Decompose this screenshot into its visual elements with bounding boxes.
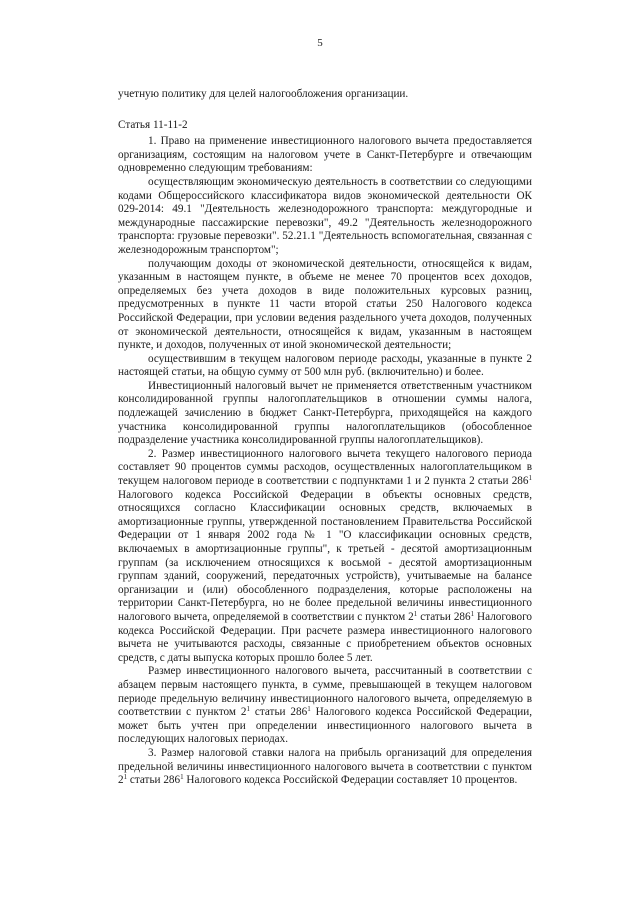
page-number: 5 [317, 37, 323, 49]
paragraph-1: 1. Право на применение инвестиционного налогового вычета предоставляется организациям, состоящим на налоговом учете в Санкт-Петербурге и отвечающим одновременно следующим требованиям: [118, 135, 532, 175]
paragraph-2: осуществляющим экономическую деятельность в соответствии со следующими кодами Общероссийского классификатора видов экономической деятельности ОК 029-2014: 49.1 "Деятельность железнодорожного транспорта: междугородные и международные пассажирские перевозки", 49.2 "Деятельность железнодорожного транспорта: грузовые перевозки". 52.21.1 "Деятельность вспомогательная, связанная с железнодорожным транспортом"; [118, 175, 532, 256]
paragraph-4: осуществившим в текущем налоговом периоде расходы, указанные в пункте 2 настоящей статьи, на общую сумму от 500 млн руб. (включительно) и более. [118, 352, 532, 379]
paragraph-6: 2. Размер инвестиционного налогового вычета текущего налогового периода составляет 90 процентов суммы расходов, осуществленных налогоплательщиком в текущем налоговом периоде в соответствии с подпунктами 1 и 2 пункта 2 статьи $286^1$ Налогового кодекса Российской Федерации в объекты основных средств, относящихся согласно Классификации основных средств, включаемых в амортизационные группы, утвержденной постановлением Правительства Российской Федерации от 1 января 2002 года № 1 "О классификации основных средств, включаемых в амортизационные группы", к третьей - десятой амортизационным группам (за исключением относящихся к восьмой - десятой амортизационным группам зданий, сооружений, передаточных устройств), учитываемые на балансе организации и (или) обособленного подразделения, которые расположены на территории Санкт-Петербурга, но не более предельной величины инвестиционного налогового вычета, определяемой в соответствии с пунктом $2^1$ статьи $286^1$ Налогового кодекса Российской Федерации. При расчете размера инвестиционного налогового вычета не учитываются расходы, связанные с приобретением объектов основных средств, с даты выпуска которых прошло более 5 лет. [118, 447, 532, 664]
paragraph-5: Инвестиционный налоговый вычет не применяется ответственным участником консолидированной группы налогоплательщиков в отношении суммы налога, подлежащей зачислению в бюджет Санкт-Петербурга, приходящейся на каждого участника консолидированной группы налогоплательщиков (обособленное подразделение участника консолидированной группы налогоплательщиков). [118, 379, 532, 447]
document-body [118, 88, 532, 788]
article-heading: Статья 11-11-2 [118, 118, 188, 131]
paragraph-3: получающим доходы от экономической деятельности, относящейся к видам, указанным в настоящем пункте, в объеме не менее 70 процентов всех доходов, определяемых без учета доходов в виде положительных курсовых разниц, предусмотренных в пункте 11 части второй статьи 250 Налогового кодекса Российской Федерации, при условии ведения раздельного учета доходов, полученных от экономической деятельности, относящейся к видам, указанным в настоящем пункте, и доходов, полученных от иной экономической деятельности; [118, 257, 532, 352]
paragraph-7: Размер инвестиционного налогового вычета, рассчитанный в соответствии с абзацем первым настоящего пункта, в сумме, превышающей в текущем налоговом периоде предельную величину инвестиционного налогового вычета, определяемую в соответствии с пунктом $2^1$ статьи $286^1$ Налогового кодекса Российской Федерации, может быть учтен при определении инвестиционного налогового вычета в последующих налоговых периодах. [118, 665, 532, 746]
paragraph-prev-continuation: учетную политику для целей налогообложения организации. [118, 88, 409, 100]
paragraph-8: 3. Размер налоговой ставки налога на прибыль организаций для определения предельной величины инвестиционного налогового вычета в соответствии с пунктом $2^1$ статьи $286^1$ Налогового кодекса Российской Федерации составляет 10 процентов. [118, 746, 532, 787]
